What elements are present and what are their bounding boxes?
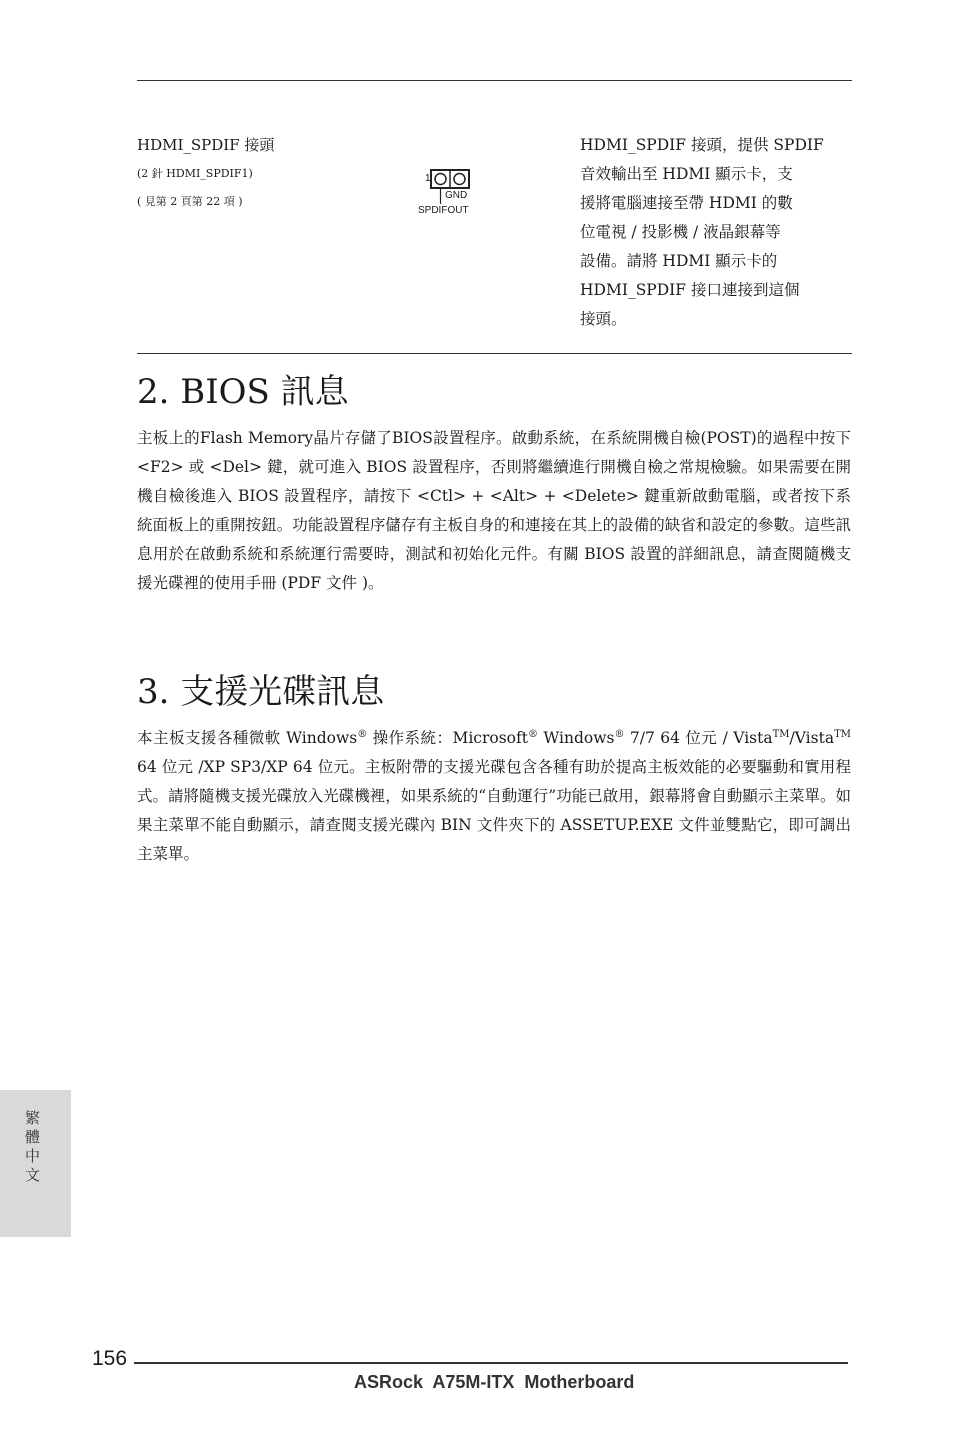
support-cd-section-body [137, 724, 851, 869]
connector-info [137, 130, 274, 216]
text-run: 64 位元 /XP SP3/XP 64 位元。主板附帶的支援光碟包含各種有助於提高主板效能的必要驅動和實用程式。請將隨機支援光碟放入光碟機裡，如果系統的“自動運行”功能已啟用，銀幕將會自動顯示主菜單。如果主菜單不能自動顯示，請查閱支援光碟內 BIN 文件夾下的 ASSETUP.EXE 文件並雙點它，即可調出主菜單。 [137, 758, 851, 863]
bios-section-title: 2. BIOS 訊息 [137, 372, 349, 412]
trademark-mark: TM [834, 728, 851, 740]
language-side-tab [0, 1090, 71, 1237]
bios-section-body: 主板上的Flash Memory晶片存儲了BIOS設置程序。啟動系統，在系統開機自檢(POST)的過程中按下 <F2> 或 <Del> 鍵，就可進入 BIOS 設置程序，否則將繼續進行開機自檢之常規檢驗。如果需要在開機自檢後進入 BIOS 設置程序，請按下 <Ctl> + <Alt> + <Delete> 鍵重新啟動電腦，或者按下系統面板上的重開按鈕。功能設置程序儲存有主板自身的和連接在其上的設備的缺省和設定的參數。這些訊息用於在啟動系統和系統運行需要時，測試和初始化元件。有關 BIOS 設置的詳細訊息，請查閱隨機支援光碟裡的使用手冊 (PDF 文件 )。 [137, 429, 851, 592]
text-run: Windows [537, 729, 615, 747]
text-run: 7/7 64 位元 / Vista [624, 729, 773, 747]
text-run: /Vista [789, 729, 835, 747]
diagram-pin1-label: 1 [425, 173, 431, 184]
footer-rule [134, 1362, 848, 1364]
footer-title: ASRock A75M-ITX Motherboard [354, 1372, 635, 1392]
registered-mark: ® [357, 728, 368, 740]
desc-line: 接頭。 [580, 310, 627, 328]
text-run: 操作系統：Microsoft [367, 729, 528, 747]
language-tab-label: 繁體中文 [23, 1110, 41, 1186]
connector-pins: (2 針 HDMI_SPDIF1) [137, 167, 253, 180]
connector-page-ref: ( 見第 2 頁第 22 項 ) [137, 195, 243, 208]
desc-line: 音效輸出至 HDMI 顯示卡，支 [580, 165, 793, 183]
top-rule [137, 80, 852, 81]
text-run: 本主板支援各種微軟 Windows [137, 729, 358, 747]
diagram-spdifout-label: SPDIFOUT [418, 205, 469, 216]
support-cd-section-title: 3. 支援光碟訊息 [137, 672, 385, 712]
section-rule [137, 353, 852, 354]
desc-line: 援將電腦連接至帶 HDMI 的數 [580, 194, 793, 212]
diagram-gnd-label: GND [445, 190, 468, 201]
registered-mark: ® [614, 728, 625, 740]
trademark-mark: TM [772, 728, 790, 740]
registered-mark: ® [527, 728, 538, 740]
connector-name: HDMI_SPDIF 接頭 [137, 136, 275, 154]
page-number: 156 [92, 1347, 128, 1370]
desc-line: HDMI_SPDIF 接口連接到這個 [580, 281, 800, 299]
desc-line: 位電視 / 投影機 / 液晶銀幕等 [580, 223, 781, 241]
spdif-header-diagram [418, 166, 488, 222]
desc-line: 設備。請將 HDMI 顯示卡的 [580, 252, 778, 270]
desc-line: HDMI_SPDIF 接頭，提供 SPDIF [580, 136, 824, 154]
connector-description [580, 131, 855, 334]
